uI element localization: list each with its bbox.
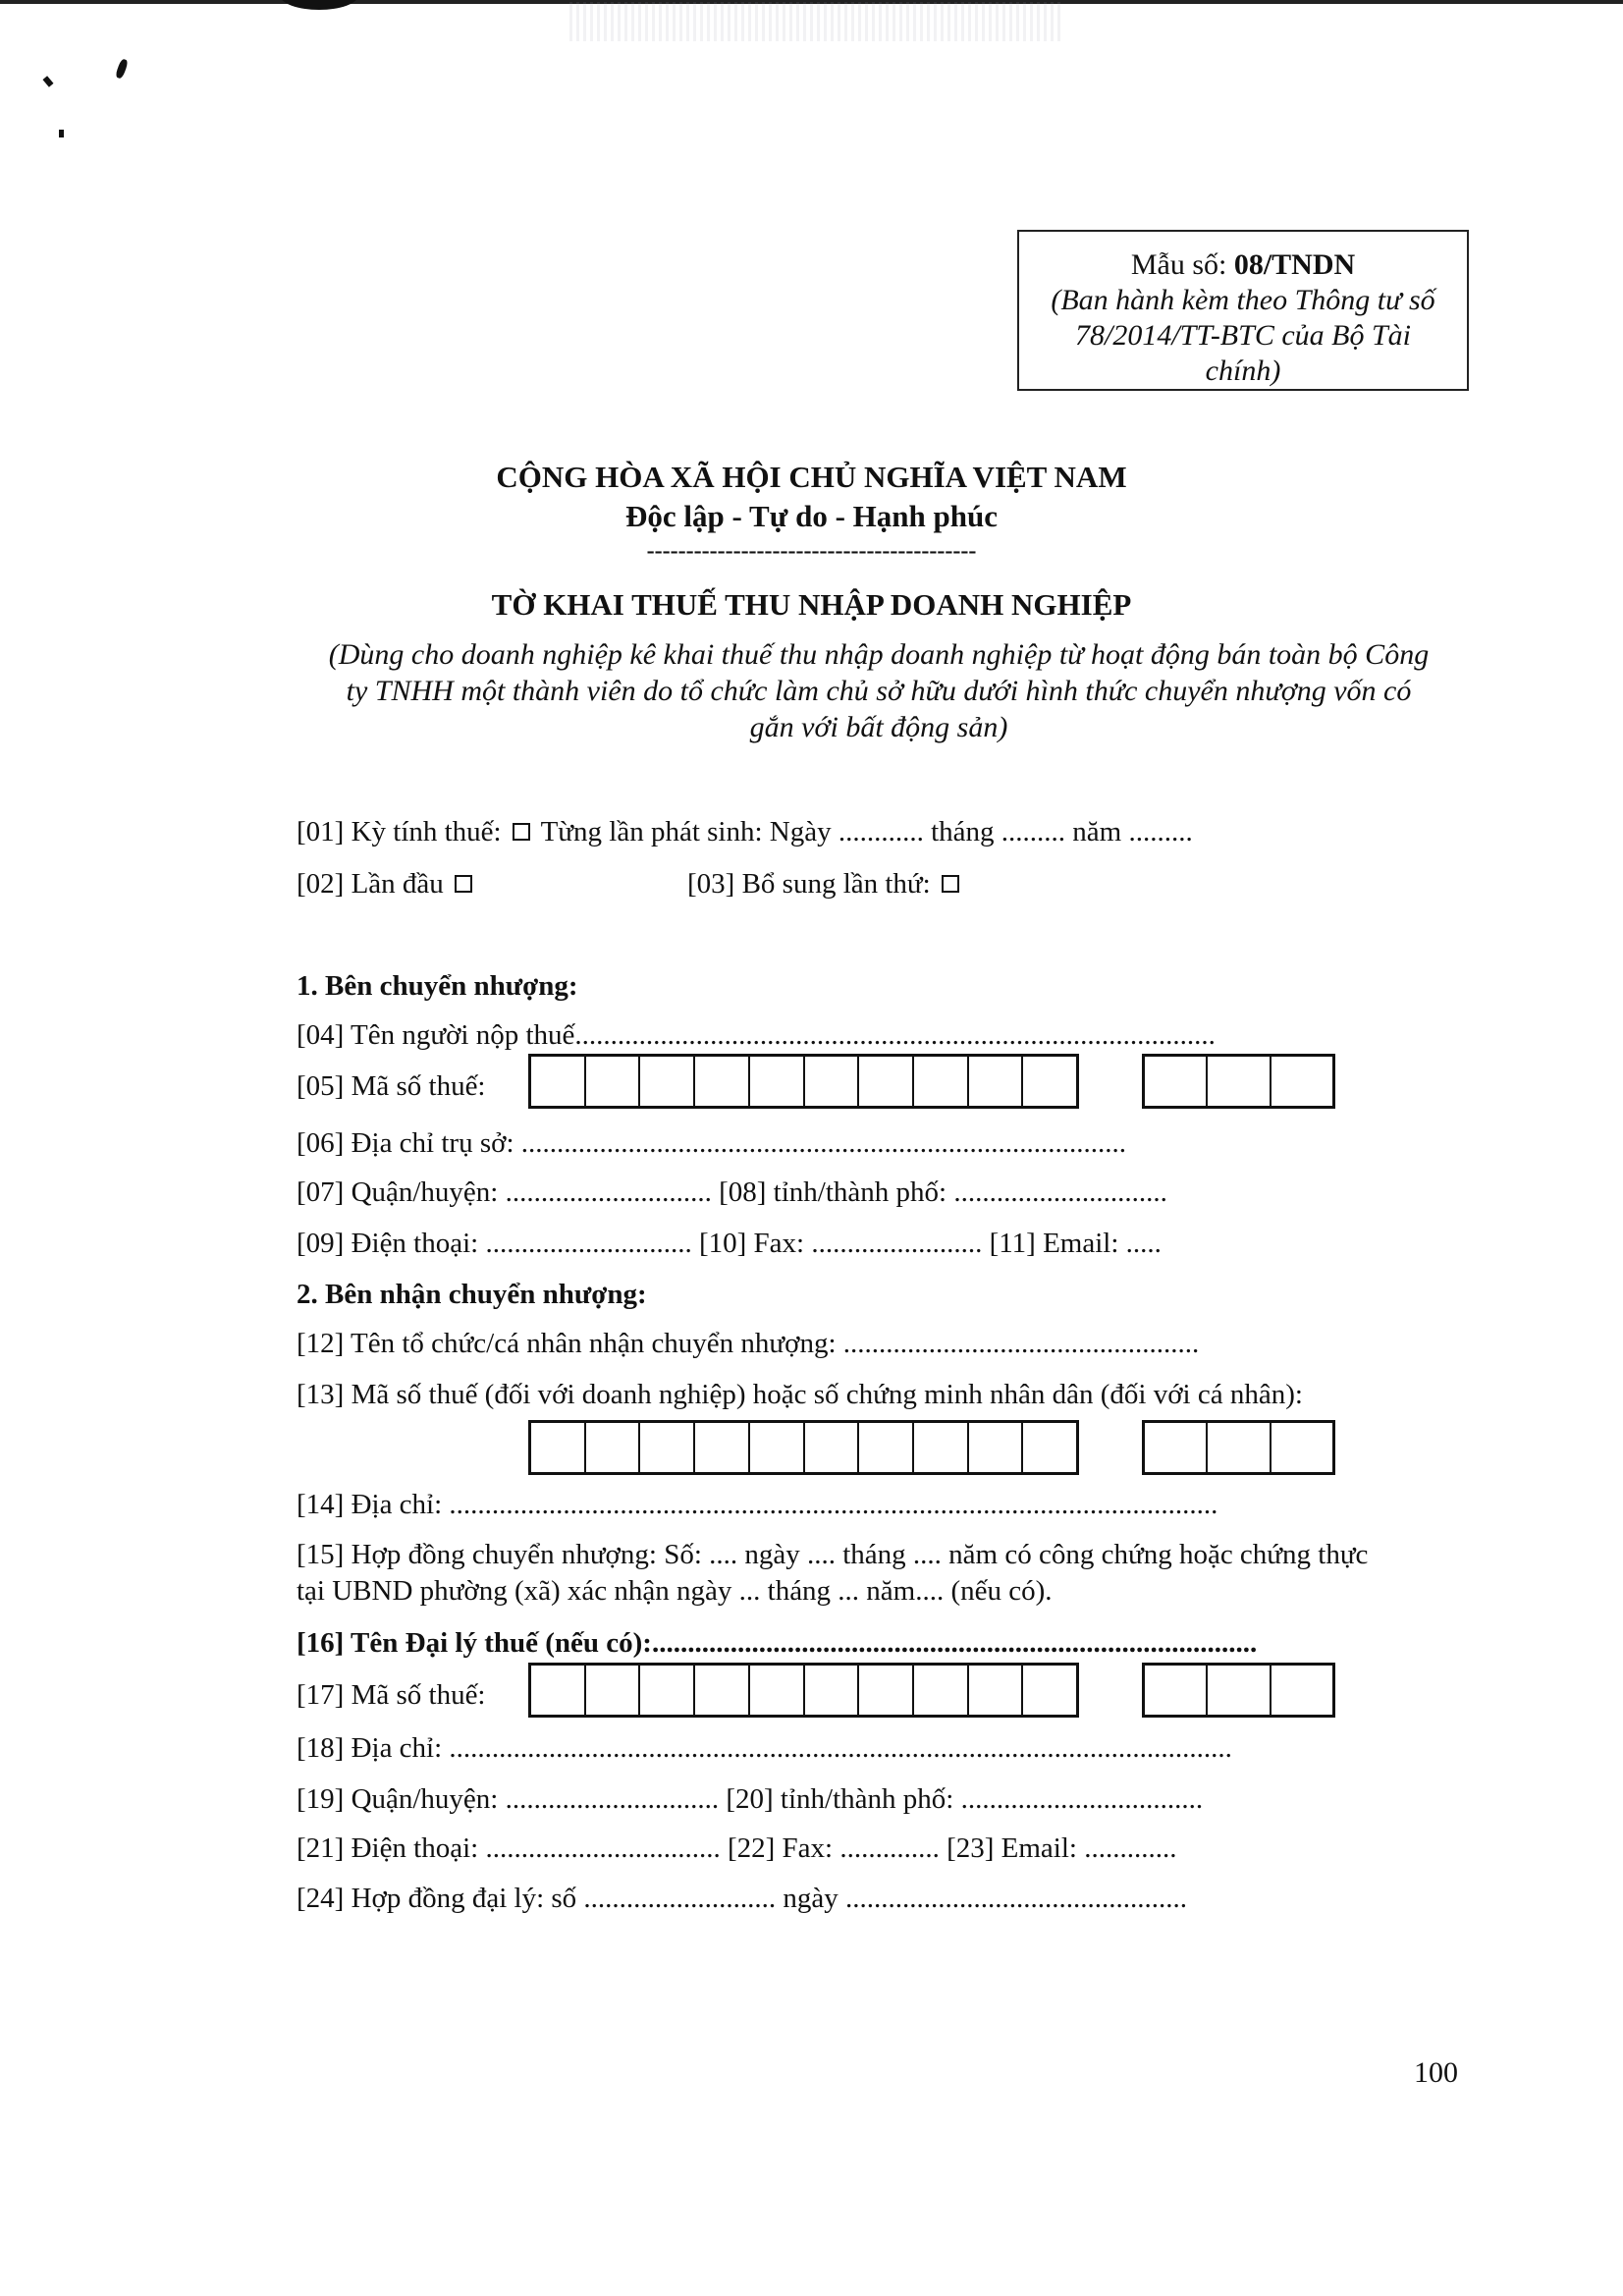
field-05-label: [05] Mã số thuế:: [297, 1070, 486, 1102]
country-name: CỘNG HÒA XÃ HỘI CHỦ NGHĨA VIỆT NAM: [496, 460, 1127, 494]
field-01-label: [01] Kỳ tính thuế:: [297, 816, 502, 847]
field-17-tax-code-branch[interactable]: [1142, 1663, 1335, 1718]
field-15-contract-line1: [15] Hợp đồng chuyển nhượng: Số: .... ngày .... tháng .... năm có công chứng hoặc chứng thực: [297, 1539, 1369, 1570]
field-13-label: [13] Mã số thuế (đối với doanh nghiệp) hoặc số chứng minh nhân dân (đối với cá nhân):: [297, 1379, 1303, 1410]
field-21-23-contact: [21] Điện thoại: ................................. [22] Fax: .............. [23] Email: .............: [297, 1832, 1177, 1864]
field-13-tax-code-main[interactable]: [528, 1420, 1079, 1475]
field-05-tax-code-main[interactable]: [528, 1054, 1079, 1109]
form-code-box: [1017, 230, 1469, 391]
field-05-tax-code-branch[interactable]: [1142, 1054, 1335, 1109]
header-divider: ------------------------------------------: [646, 538, 977, 564]
field-15-contract-line2: tại UBND phường (xã) xác nhận ngày ... tháng ... năm.... (nếu có).: [297, 1575, 1053, 1607]
field-17-label: [17] Mã số thuế:: [297, 1679, 486, 1711]
checkbox-icon[interactable]: [513, 823, 530, 841]
section-2-heading: 2. Bên nhận chuyển nhượng:: [297, 1279, 647, 1310]
document-title: TỜ KHAI THUẾ THU NHẬP DOANH NGHIỆP: [491, 587, 1132, 622]
field-01-tax-period: [297, 816, 1193, 848]
field-03-supplement: [687, 868, 963, 901]
page-number: 100: [1414, 2056, 1458, 2089]
scan-speck: [42, 76, 53, 87]
subtitle-line2: ty TNHH một thành viên do tổ chức làm chủ sở hữu dưới hình thức chuyển nhượng vốn có: [346, 675, 1412, 707]
scan-punch-mark: [280, 0, 358, 10]
field-06-address: [06] Địa chỉ trụ sở: .....................................................................................: [297, 1127, 1127, 1159]
field-17-tax-code-main[interactable]: [528, 1663, 1079, 1718]
form-code: 08/TNDN: [1233, 248, 1356, 281]
subtitle-line3: gắn với bất động sản): [749, 711, 1008, 743]
national-motto: Độc lập - Tự do - Hạnh phúc: [625, 499, 998, 533]
scan-speck: [115, 58, 129, 80]
field-16-tax-agent-name: [16] Tên Đại lý thuế (nếu có):.....................................................................................: [297, 1627, 1258, 1659]
field-19-20-district-province: [19] Quận/huyện: .............................. [20] tỉnh/thành phố: ..................................: [297, 1783, 1204, 1815]
scan-speck: [59, 130, 64, 137]
field-03-label: [03] Bổ sung lần thứ:: [687, 868, 931, 900]
checkbox-icon[interactable]: [455, 875, 472, 893]
field-12-transferee-name: [12] Tên tổ chức/cá nhân nhận chuyển nhượng: ..................................................: [297, 1328, 1200, 1359]
field-02-first-time: [297, 868, 476, 901]
section-1-heading: 1. Bên chuyển nhượng:: [297, 970, 578, 1002]
field-07-08-district-province: [07] Quận/huyện: ............................. [08] tỉnh/thành phố: ..............................: [297, 1176, 1167, 1208]
issued-by-line3: chính): [1205, 355, 1281, 387]
form-code-line: [1019, 247, 1467, 283]
field-13-tax-code-branch[interactable]: [1142, 1420, 1335, 1475]
field-14-address: [14] Địa chỉ: ............................................................................................................: [297, 1489, 1218, 1520]
field-02-label: [02] Lần đầu: [297, 868, 444, 900]
checkbox-icon[interactable]: [942, 875, 959, 893]
issued-by-line1: (Ban hành kèm theo Thông tư số: [1051, 284, 1435, 316]
scan-bleed-through: [569, 2, 1060, 41]
field-04-taxpayer-name: [04] Tên người nộp thuế..........................................................................................: [297, 1019, 1216, 1051]
field-01-value: Từng lần phát sinh: Ngày ............ tháng ......... năm .........: [540, 816, 1193, 847]
document-subtitle: [285, 636, 1473, 745]
field-18-address: [18] Địa chỉ: ..............................................................................................................: [297, 1732, 1232, 1764]
field-24-agency-contract: [24] Hợp đồng đại lý: số ........................... ngày ................................................: [297, 1883, 1188, 1914]
issued-by-line2: 78/2014/TT-BTC của Bộ Tài: [1075, 319, 1411, 352]
field-09-11-contact: [09] Điện thoại: ............................. [10] Fax: ........................ [11] Email: .....: [297, 1228, 1162, 1259]
subtitle-line1: (Dùng cho doanh nghiệp kê khai thuế thu nhập doanh nghiệp từ hoạt động bán toàn bộ Công: [328, 638, 1430, 671]
form-code-label: Mẫu số:: [1130, 248, 1227, 281]
